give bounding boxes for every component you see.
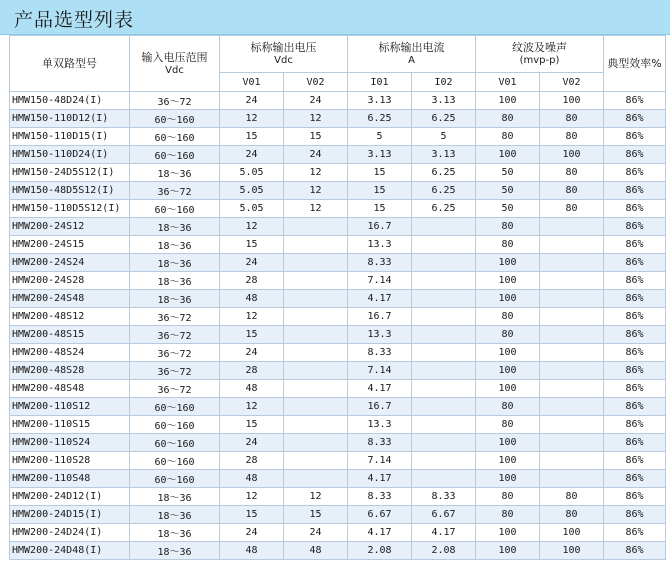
header-output-current (348, 36, 476, 73)
output-current-1-cell: 7.14 (348, 272, 412, 290)
ripple-1-cell: 100 (476, 92, 540, 110)
efficiency-cell: 86% (604, 290, 666, 308)
efficiency-cell: 86% (604, 344, 666, 362)
ripple-2-cell (540, 254, 604, 272)
efficiency-cell: 86% (604, 434, 666, 452)
model-cell: HMW200-24S48 (10, 290, 130, 308)
efficiency-cell: 86% (604, 506, 666, 524)
ripple-2-cell: 80 (540, 182, 604, 200)
output-current-2-cell (412, 380, 476, 398)
model-cell: HMW200-110S24 (10, 434, 130, 452)
output-voltage-1-cell: 48 (220, 542, 284, 560)
table-body (10, 92, 666, 560)
ripple-2-cell: 80 (540, 110, 604, 128)
output-voltage-1-cell: 12 (220, 218, 284, 236)
efficiency-cell: 86% (604, 362, 666, 380)
output-voltage-1-cell: 24 (220, 92, 284, 110)
output-current-2-cell: 6.25 (412, 110, 476, 128)
output-voltage-2-cell (284, 290, 348, 308)
header-v02: V02 (284, 73, 348, 92)
model-cell: HMW150-48D24(I) (10, 92, 130, 110)
output-current-1-cell: 4.17 (348, 380, 412, 398)
output-current-2-cell (412, 416, 476, 434)
output-current-2-cell (412, 308, 476, 326)
input-voltage-cell: 60～160 (130, 398, 220, 416)
ripple-1-cell: 80 (476, 506, 540, 524)
input-voltage-cell: 60～160 (130, 128, 220, 146)
output-voltage-1-cell: 15 (220, 506, 284, 524)
output-current-1-cell: 13.3 (348, 416, 412, 434)
efficiency-cell: 86% (604, 524, 666, 542)
output-voltage-1-cell: 5.05 (220, 182, 284, 200)
table-row (10, 524, 666, 542)
input-voltage-cell: 36～72 (130, 308, 220, 326)
efficiency-cell: 86% (604, 308, 666, 326)
header-v01: V01 (220, 73, 284, 92)
output-voltage-2-cell (284, 272, 348, 290)
ripple-1-cell: 80 (476, 326, 540, 344)
ripple-2-cell (540, 308, 604, 326)
output-current-2-cell: 3.13 (412, 92, 476, 110)
efficiency-cell: 86% (604, 326, 666, 344)
efficiency-cell: 86% (604, 542, 666, 560)
output-voltage-1-cell: 48 (220, 380, 284, 398)
output-voltage-2-cell (284, 398, 348, 416)
output-current-1-cell: 4.17 (348, 290, 412, 308)
output-current-2-cell: 8.33 (412, 488, 476, 506)
efficiency-cell: 86% (604, 254, 666, 272)
ripple-1-cell: 100 (476, 272, 540, 290)
header-output-current-unit: A (408, 55, 415, 66)
output-current-2-cell (412, 326, 476, 344)
ripple-1-cell: 50 (476, 200, 540, 218)
output-voltage-1-cell: 12 (220, 308, 284, 326)
model-cell: HMW200-24D24(I) (10, 524, 130, 542)
ripple-1-cell: 50 (476, 182, 540, 200)
efficiency-cell: 86% (604, 128, 666, 146)
table-row (10, 416, 666, 434)
input-voltage-cell: 60～160 (130, 416, 220, 434)
ripple-2-cell (540, 434, 604, 452)
header-output-voltage (220, 36, 348, 73)
output-voltage-2-cell (284, 236, 348, 254)
output-current-2-cell: 4.17 (412, 524, 476, 542)
output-current-1-cell: 16.7 (348, 308, 412, 326)
input-voltage-cell: 18～36 (130, 524, 220, 542)
header-i02: I02 (412, 73, 476, 92)
input-voltage-cell: 60～160 (130, 200, 220, 218)
output-current-1-cell: 3.13 (348, 146, 412, 164)
model-cell: HMW200-48S28 (10, 362, 130, 380)
output-voltage-1-cell: 48 (220, 470, 284, 488)
output-voltage-1-cell: 28 (220, 452, 284, 470)
efficiency-cell: 86% (604, 272, 666, 290)
table-row (10, 434, 666, 452)
ripple-2-cell: 80 (540, 200, 604, 218)
input-voltage-cell: 36～72 (130, 182, 220, 200)
output-voltage-2-cell: 12 (284, 488, 348, 506)
output-current-1-cell: 13.3 (348, 326, 412, 344)
ripple-2-cell (540, 326, 604, 344)
input-voltage-cell: 36～72 (130, 326, 220, 344)
output-voltage-2-cell (284, 470, 348, 488)
model-cell: HMW200-24S15 (10, 236, 130, 254)
ripple-1-cell: 80 (476, 110, 540, 128)
output-current-2-cell: 3.13 (412, 146, 476, 164)
model-cell: HMW150-48D5S12(I) (10, 182, 130, 200)
model-cell: HMW150-24D5S12(I) (10, 164, 130, 182)
output-voltage-2-cell (284, 380, 348, 398)
table-row (10, 488, 666, 506)
output-current-2-cell (412, 398, 476, 416)
output-current-1-cell: 15 (348, 164, 412, 182)
model-cell: HMW200-24D12(I) (10, 488, 130, 506)
table-row (10, 308, 666, 326)
header-ripple-v02: V02 (540, 73, 604, 92)
input-voltage-cell: 60～160 (130, 110, 220, 128)
input-voltage-cell: 60～160 (130, 470, 220, 488)
model-cell: HMW200-110S28 (10, 452, 130, 470)
ripple-2-cell (540, 416, 604, 434)
ripple-1-cell: 50 (476, 164, 540, 182)
output-current-2-cell (412, 254, 476, 272)
output-voltage-2-cell: 15 (284, 506, 348, 524)
output-current-1-cell: 7.14 (348, 452, 412, 470)
ripple-1-cell: 100 (476, 362, 540, 380)
output-current-1-cell: 5 (348, 128, 412, 146)
ripple-1-cell: 80 (476, 308, 540, 326)
header-output-voltage-label: 标称输出电压 (250, 41, 317, 54)
input-voltage-cell: 18～36 (130, 506, 220, 524)
ripple-1-cell: 100 (476, 470, 540, 488)
output-current-1-cell: 8.33 (348, 254, 412, 272)
output-current-2-cell (412, 218, 476, 236)
output-voltage-2-cell (284, 254, 348, 272)
header-row-top (10, 36, 666, 73)
input-voltage-cell: 18～36 (130, 272, 220, 290)
efficiency-cell: 86% (604, 200, 666, 218)
input-voltage-cell: 18～36 (130, 542, 220, 560)
output-voltage-2-cell: 15 (284, 128, 348, 146)
output-voltage-1-cell: 28 (220, 362, 284, 380)
output-voltage-2-cell: 24 (284, 524, 348, 542)
input-voltage-cell: 18～36 (130, 254, 220, 272)
input-voltage-cell: 36～72 (130, 344, 220, 362)
model-cell: HMW200-48S24 (10, 344, 130, 362)
output-current-2-cell (412, 344, 476, 362)
ripple-2-cell (540, 272, 604, 290)
table-row (10, 146, 666, 164)
header-i01: I01 (348, 73, 412, 92)
model-cell: HMW150-110D5S12(I) (10, 200, 130, 218)
table-row (10, 326, 666, 344)
ripple-2-cell (540, 398, 604, 416)
table-row (10, 344, 666, 362)
output-voltage-2-cell: 12 (284, 110, 348, 128)
ripple-2-cell (540, 362, 604, 380)
output-current-1-cell: 16.7 (348, 218, 412, 236)
header-ripple (476, 36, 604, 73)
output-voltage-2-cell: 12 (284, 182, 348, 200)
input-voltage-cell: 60～160 (130, 452, 220, 470)
input-voltage-cell: 36～72 (130, 380, 220, 398)
output-current-1-cell: 6.67 (348, 506, 412, 524)
output-voltage-1-cell: 24 (220, 344, 284, 362)
output-current-1-cell: 4.17 (348, 524, 412, 542)
output-voltage-2-cell: 12 (284, 164, 348, 182)
output-voltage-2-cell (284, 452, 348, 470)
table-row (10, 200, 666, 218)
table-row (10, 398, 666, 416)
efficiency-cell: 86% (604, 164, 666, 182)
output-voltage-2-cell: 12 (284, 200, 348, 218)
output-current-1-cell: 15 (348, 200, 412, 218)
ripple-2-cell: 100 (540, 146, 604, 164)
header-model: 单双路型号 (10, 36, 130, 92)
output-voltage-2-cell (284, 434, 348, 452)
table-row (10, 470, 666, 488)
model-cell: HMW200-24S28 (10, 272, 130, 290)
header-input-voltage (130, 36, 220, 92)
efficiency-cell: 86% (604, 146, 666, 164)
ripple-1-cell: 80 (476, 398, 540, 416)
ripple-2-cell (540, 236, 604, 254)
ripple-1-cell: 80 (476, 416, 540, 434)
table-row (10, 452, 666, 470)
output-current-2-cell: 5 (412, 128, 476, 146)
ripple-2-cell: 80 (540, 164, 604, 182)
output-current-1-cell: 4.17 (348, 470, 412, 488)
output-voltage-2-cell (284, 326, 348, 344)
table-row (10, 182, 666, 200)
output-current-2-cell: 2.08 (412, 542, 476, 560)
input-voltage-cell: 18～36 (130, 164, 220, 182)
title-bar (0, 0, 670, 35)
output-voltage-1-cell: 5.05 (220, 164, 284, 182)
ripple-2-cell (540, 218, 604, 236)
input-voltage-cell: 60～160 (130, 434, 220, 452)
ripple-2-cell: 100 (540, 542, 604, 560)
input-voltage-cell: 18～36 (130, 218, 220, 236)
model-cell: HMW200-110S48 (10, 470, 130, 488)
ripple-1-cell: 100 (476, 524, 540, 542)
header-input-voltage-label: 输入电压范围 (141, 50, 208, 64)
output-current-2-cell (412, 434, 476, 452)
ripple-1-cell: 100 (476, 434, 540, 452)
model-cell: HMW200-48S48 (10, 380, 130, 398)
output-current-2-cell: 6.25 (412, 164, 476, 182)
output-voltage-1-cell: 15 (220, 128, 284, 146)
ripple-1-cell: 100 (476, 254, 540, 272)
efficiency-cell: 86% (604, 416, 666, 434)
input-voltage-cell: 18～36 (130, 488, 220, 506)
output-current-2-cell (412, 452, 476, 470)
model-cell: HMW200-24S24 (10, 254, 130, 272)
ripple-2-cell (540, 344, 604, 362)
ripple-1-cell: 100 (476, 290, 540, 308)
output-current-1-cell: 8.33 (348, 434, 412, 452)
ripple-2-cell: 80 (540, 128, 604, 146)
output-current-2-cell (412, 236, 476, 254)
output-current-2-cell (412, 272, 476, 290)
output-current-1-cell: 16.7 (348, 398, 412, 416)
efficiency-cell: 86% (604, 236, 666, 254)
output-voltage-1-cell: 24 (220, 524, 284, 542)
output-current-2-cell (412, 290, 476, 308)
table-row (10, 254, 666, 272)
output-voltage-1-cell: 48 (220, 290, 284, 308)
efficiency-cell: 86% (604, 398, 666, 416)
table-row (10, 218, 666, 236)
efficiency-cell: 86% (604, 488, 666, 506)
output-voltage-1-cell: 12 (220, 488, 284, 506)
header-ripple-label: 纹波及噪声 (512, 41, 567, 54)
output-voltage-1-cell: 15 (220, 236, 284, 254)
output-voltage-1-cell: 5.05 (220, 200, 284, 218)
ripple-1-cell: 100 (476, 452, 540, 470)
output-voltage-1-cell: 24 (220, 146, 284, 164)
model-cell: HMW150-110D24(I) (10, 146, 130, 164)
table-row (10, 110, 666, 128)
table-row (10, 380, 666, 398)
output-voltage-2-cell: 24 (284, 146, 348, 164)
table-row (10, 236, 666, 254)
efficiency-cell: 86% (604, 380, 666, 398)
ripple-1-cell: 100 (476, 146, 540, 164)
input-voltage-cell: 36～72 (130, 92, 220, 110)
ripple-1-cell: 80 (476, 218, 540, 236)
output-current-2-cell: 6.67 (412, 506, 476, 524)
ripple-1-cell: 80 (476, 236, 540, 254)
input-voltage-cell: 36～72 (130, 362, 220, 380)
ripple-1-cell: 100 (476, 380, 540, 398)
efficiency-cell: 86% (604, 218, 666, 236)
model-cell: HMW200-24D48(I) (10, 542, 130, 560)
output-voltage-1-cell: 15 (220, 416, 284, 434)
ripple-2-cell (540, 452, 604, 470)
output-current-1-cell: 8.33 (348, 488, 412, 506)
output-current-1-cell: 6.25 (348, 110, 412, 128)
ripple-1-cell: 100 (476, 344, 540, 362)
output-current-1-cell: 15 (348, 182, 412, 200)
ripple-2-cell: 100 (540, 92, 604, 110)
ripple-2-cell: 100 (540, 524, 604, 542)
output-voltage-2-cell (284, 308, 348, 326)
output-voltage-1-cell: 24 (220, 434, 284, 452)
input-voltage-cell: 18～36 (130, 290, 220, 308)
ripple-2-cell: 80 (540, 506, 604, 524)
output-voltage-2-cell: 24 (284, 92, 348, 110)
ripple-1-cell: 100 (476, 542, 540, 560)
model-cell: HMW200-110S12 (10, 398, 130, 416)
model-cell: HMW200-48S12 (10, 308, 130, 326)
table-row (10, 542, 666, 560)
header-output-voltage-unit: Vdc (274, 55, 293, 66)
ripple-2-cell: 80 (540, 488, 604, 506)
ripple-2-cell (540, 290, 604, 308)
table-row (10, 362, 666, 380)
efficiency-cell: 86% (604, 182, 666, 200)
output-voltage-2-cell: 48 (284, 542, 348, 560)
output-current-1-cell: 2.08 (348, 542, 412, 560)
output-voltage-1-cell: 12 (220, 110, 284, 128)
efficiency-cell: 86% (604, 92, 666, 110)
output-current-2-cell (412, 362, 476, 380)
model-cell: HMW200-24S12 (10, 218, 130, 236)
model-cell: HMW200-24D15(I) (10, 506, 130, 524)
table-row (10, 92, 666, 110)
model-cell: HMW200-110S15 (10, 416, 130, 434)
header-ripple-unit: (mvp-p) (519, 55, 560, 66)
model-cell: HMW150-110D12(I) (10, 110, 130, 128)
product-selection-table (9, 35, 666, 560)
output-voltage-2-cell (284, 362, 348, 380)
ripple-2-cell (540, 470, 604, 488)
page-title: 产品选型列表 (14, 9, 135, 31)
efficiency-cell: 86% (604, 110, 666, 128)
output-voltage-2-cell (284, 416, 348, 434)
model-cell: HMW150-110D15(I) (10, 128, 130, 146)
output-current-1-cell: 13.3 (348, 236, 412, 254)
table-row (10, 290, 666, 308)
table-row (10, 164, 666, 182)
table-row (10, 272, 666, 290)
table-row (10, 128, 666, 146)
output-current-1-cell: 8.33 (348, 344, 412, 362)
output-voltage-1-cell: 28 (220, 272, 284, 290)
header-ripple-v01: V01 (476, 73, 540, 92)
output-voltage-2-cell (284, 218, 348, 236)
table-row (10, 506, 666, 524)
header-input-voltage-unit: Vdc (165, 64, 184, 76)
ripple-1-cell: 80 (476, 488, 540, 506)
output-current-2-cell: 6.25 (412, 182, 476, 200)
model-cell: HMW200-48S15 (10, 326, 130, 344)
input-voltage-cell: 18～36 (130, 236, 220, 254)
output-voltage-1-cell: 24 (220, 254, 284, 272)
output-current-1-cell: 3.13 (348, 92, 412, 110)
header-efficiency: 典型效率% (604, 36, 666, 92)
output-voltage-1-cell: 12 (220, 398, 284, 416)
input-voltage-cell: 60～160 (130, 146, 220, 164)
efficiency-cell: 86% (604, 470, 666, 488)
ripple-2-cell (540, 380, 604, 398)
output-current-2-cell: 6.25 (412, 200, 476, 218)
output-voltage-2-cell (284, 344, 348, 362)
output-current-1-cell: 7.14 (348, 362, 412, 380)
output-current-2-cell (412, 470, 476, 488)
ripple-1-cell: 80 (476, 128, 540, 146)
efficiency-cell: 86% (604, 452, 666, 470)
output-voltage-1-cell: 15 (220, 326, 284, 344)
header-output-current-label: 标称输出电流 (378, 41, 445, 54)
